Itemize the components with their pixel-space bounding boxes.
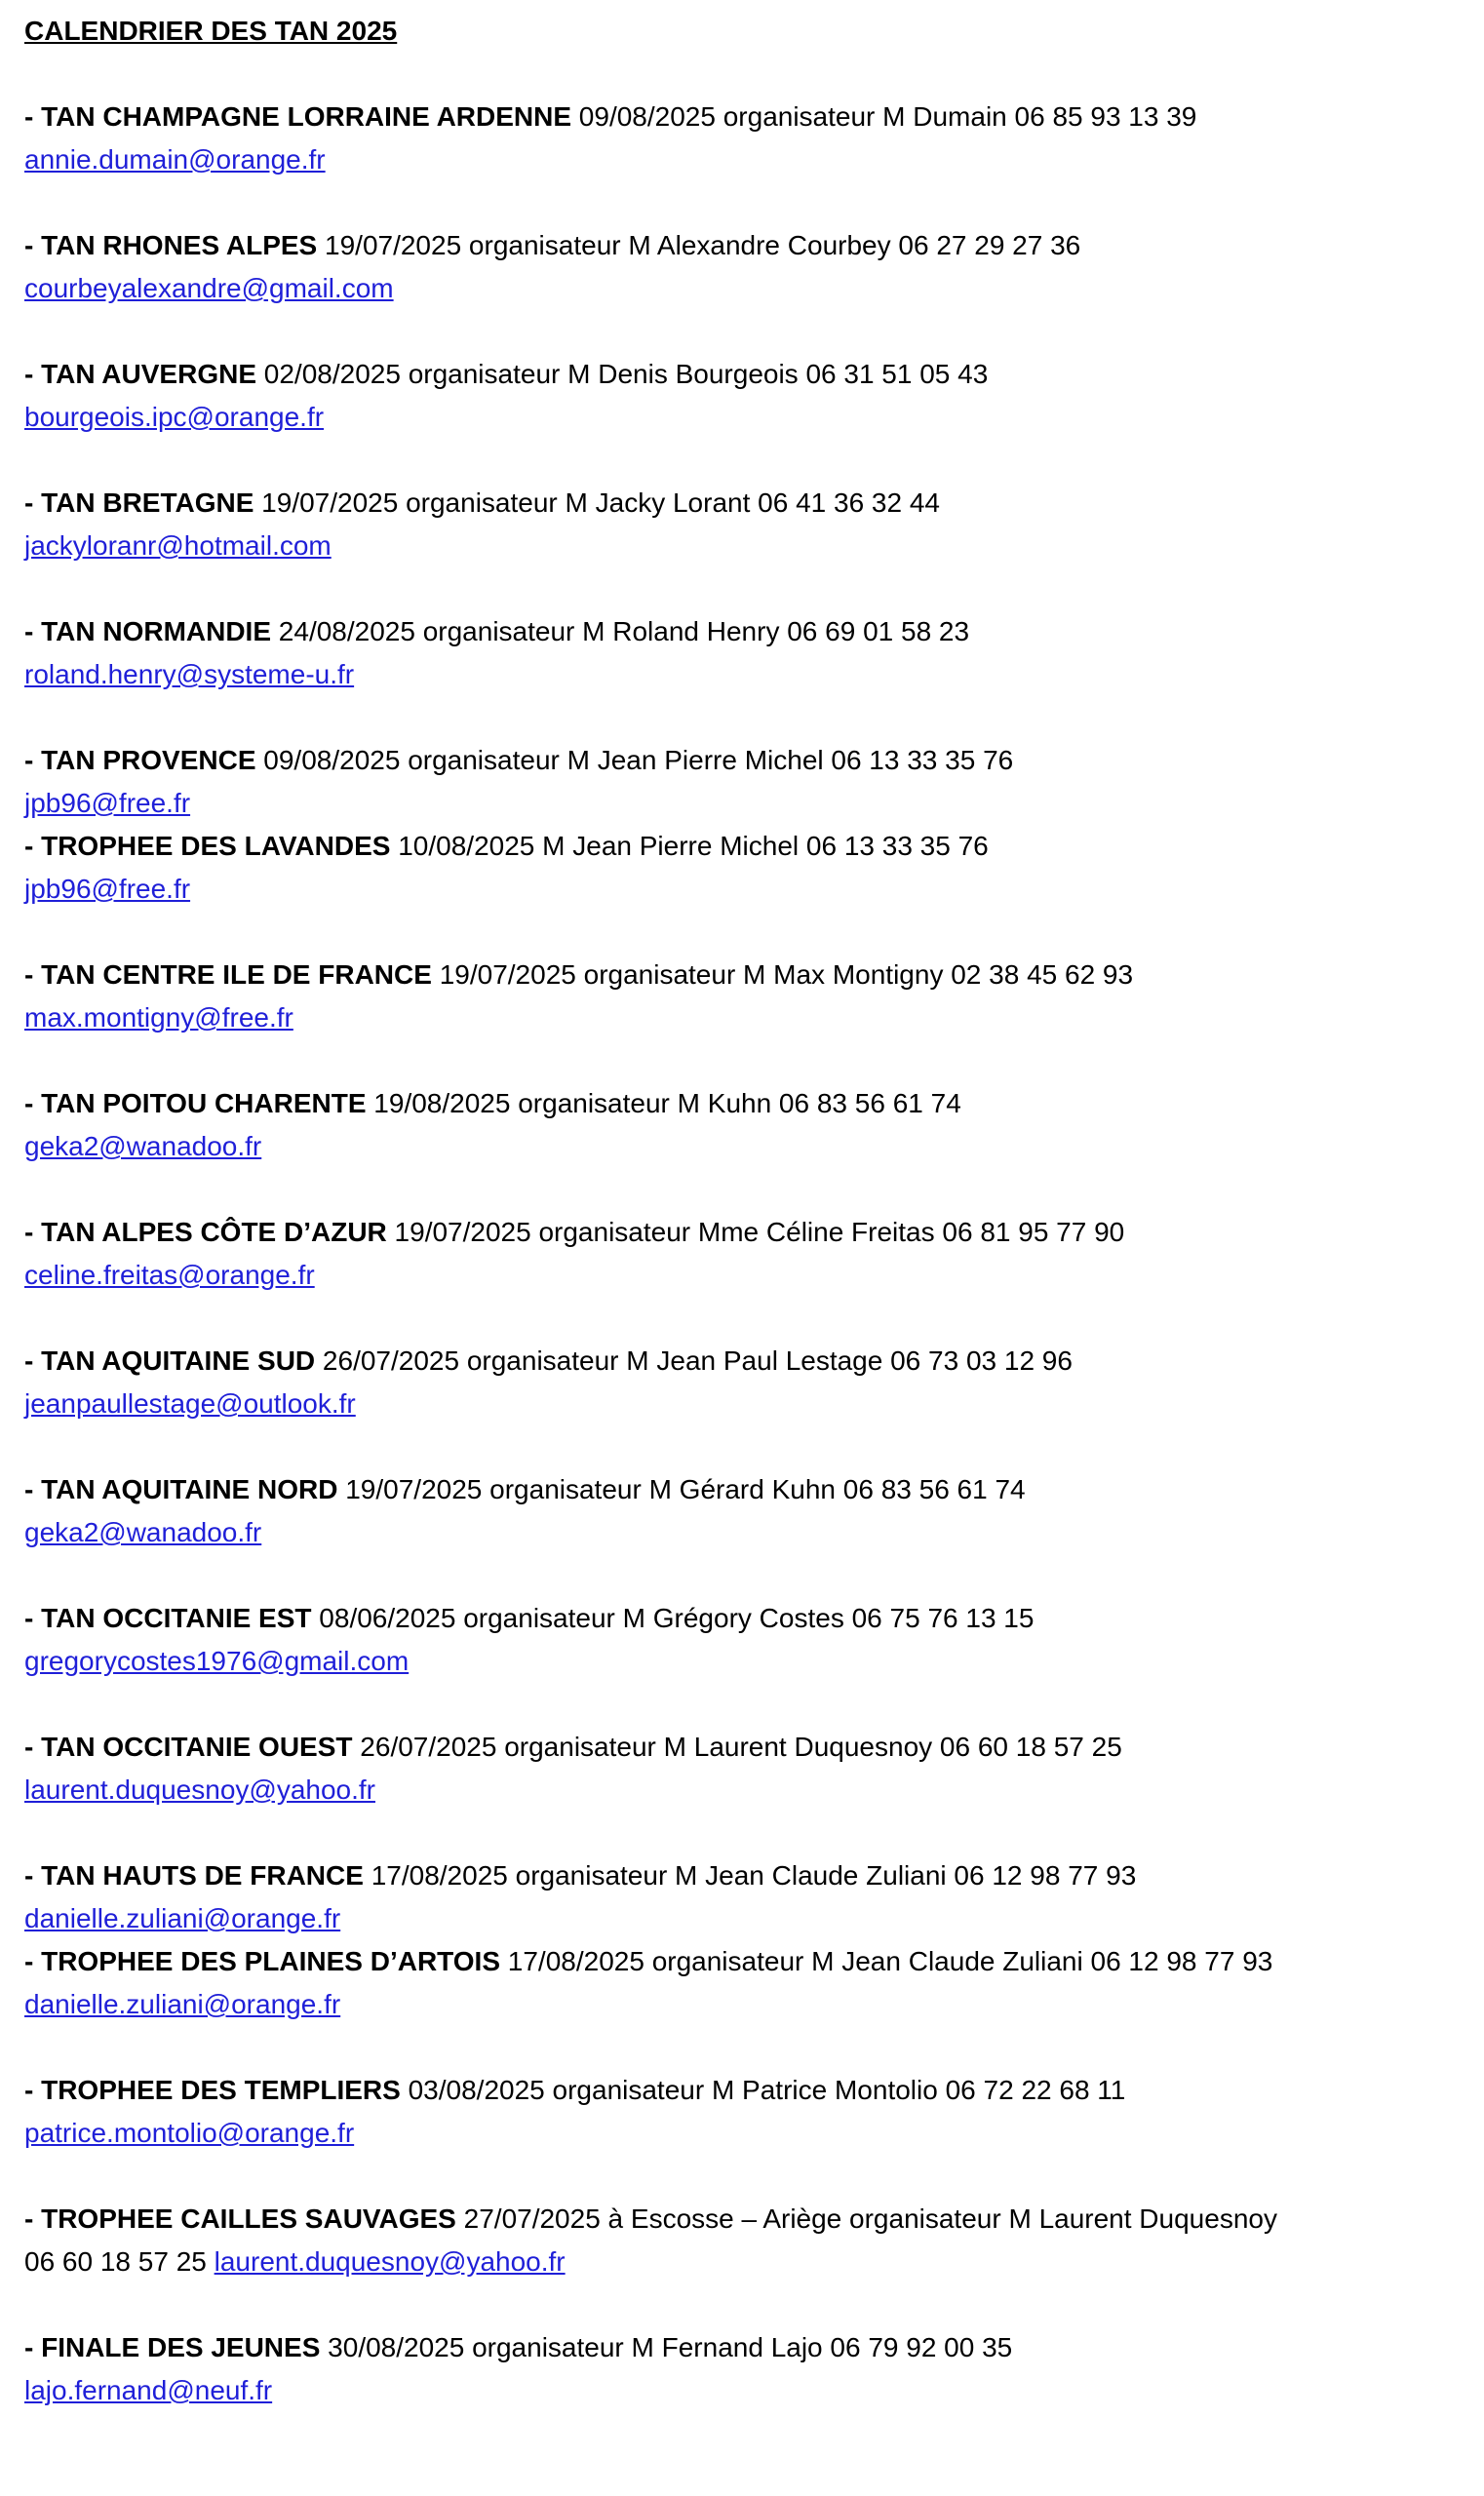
- email-link[interactable]: annie.dumain@orange.fr: [24, 144, 326, 175]
- email-link[interactable]: max.montigny@free.fr: [24, 1002, 293, 1033]
- event-details: 09/08/2025 organisateur M Dumain 06 85 93 13 39: [571, 101, 1197, 132]
- event-name: - TAN AQUITAINE SUD: [24, 1346, 316, 1376]
- email-link[interactable]: roland.henry@systeme-u.fr: [24, 659, 355, 689]
- event-details: 26/07/2025 organisateur M Jean Paul Lestage 06 73 03 12 96: [315, 1346, 1073, 1376]
- event-name: - TAN OCCITANIE EST: [24, 1603, 312, 1633]
- event-details: 26/07/2025 organisateur M Laurent Duquesnoy 06 60 18 57 25: [352, 1732, 1122, 1762]
- entry-header: [24, 1211, 1124, 1254]
- event-name: - TROPHEE DES LAVANDES: [24, 831, 391, 861]
- entry-header: [24, 2069, 1125, 2112]
- event-details: 19/07/2025 organisateur Mme Céline Freitas 06 81 95 77 90: [386, 1217, 1125, 1247]
- entry-email-line: [24, 1511, 261, 1554]
- entry-email-line: [24, 868, 190, 911]
- entry-email-line: [24, 525, 332, 567]
- email-link[interactable]: laurent.duquesnoy@yahoo.fr: [24, 1774, 375, 1805]
- entry-email-line: [24, 396, 324, 439]
- event-details: 03/08/2025 organisateur M Patrice Montolio 06 72 22 68 11: [400, 2075, 1126, 2105]
- email-link[interactable]: jpb96@free.fr: [24, 788, 191, 818]
- entry-header: [24, 954, 1133, 996]
- entry-header: [24, 96, 1196, 138]
- entry-email-line: [24, 653, 354, 696]
- email-link[interactable]: jackyloranr@hotmail.com: [24, 530, 332, 561]
- entry-header: [24, 1597, 1034, 1640]
- event-details: 08/06/2025 organisateur M Grégory Costes 06 75 76 13 15: [311, 1603, 1035, 1633]
- email-link[interactable]: danielle.zuliani@orange.fr: [24, 1989, 341, 2019]
- entry-email-line: [24, 1983, 340, 2026]
- event-details: 19/07/2025 organisateur M Alexandre Courbey 06 27 29 27 36: [317, 230, 1081, 260]
- entry-email-line: [24, 2112, 354, 2155]
- event-details: 17/08/2025 organisateur M Jean Claude Zuliani 06 12 98 77 93: [363, 1860, 1137, 1891]
- email-link[interactable]: courbeyalexandre@gmail.com: [24, 273, 394, 303]
- entry-header: [24, 1082, 961, 1125]
- entry-header: [24, 224, 1080, 267]
- event-details: 02/08/2025 organisateur M Denis Bourgeois 06 31 51 05 43: [256, 359, 989, 389]
- entry-header: [24, 1854, 1136, 1897]
- event-details: 30/08/2025 organisateur M Fernand Lajo 06 79 92 00 35: [320, 2332, 1013, 2362]
- entry-header: [24, 2326, 1012, 2369]
- event-name: - TAN OCCITANIE OUEST: [24, 1732, 353, 1762]
- entry-header: [24, 482, 940, 525]
- email-link[interactable]: danielle.zuliani@orange.fr: [24, 1903, 341, 1933]
- event-name: - TAN BRETAGNE: [24, 488, 254, 518]
- event-name: - TAN NORMANDIE: [24, 616, 272, 646]
- entry-header: [24, 353, 988, 396]
- entry-email-line: [24, 1769, 375, 1812]
- event-name: - TAN HAUTS DE FRANCE: [24, 1860, 364, 1891]
- entry-header: [24, 610, 969, 653]
- email-link[interactable]: geka2@wanadoo.fr: [24, 1517, 262, 1547]
- entry-header: [24, 825, 989, 868]
- email-link[interactable]: celine.freitas@orange.fr: [24, 1260, 315, 1290]
- event-name: - TAN AQUITAINE NORD: [24, 1474, 338, 1504]
- entry-header: [24, 1726, 1122, 1769]
- entry-email-line: [24, 996, 293, 1039]
- entry-email-line: [24, 267, 394, 310]
- event-details: 19/07/2025 organisateur M Gérard Kuhn 06 83 56 61 74: [337, 1474, 1026, 1504]
- event-name: - TAN CENTRE ILE DE FRANCE: [24, 959, 432, 990]
- email-link[interactable]: geka2@wanadoo.fr: [24, 1131, 262, 1161]
- entry-email-line: [24, 2369, 272, 2412]
- entry-header: [24, 2198, 1277, 2241]
- event-details: 10/08/2025 M Jean Pierre Michel 06 13 33 35 76: [390, 831, 989, 861]
- entry-email-line: [24, 1897, 340, 1940]
- event-name: - FINALE DES JEUNES: [24, 2332, 321, 2362]
- event-details: 17/08/2025 organisateur M Jean Claude Zuliani 06 12 98 77 93: [500, 1946, 1273, 1976]
- entry-email-line: [24, 2241, 566, 2283]
- entry-email-line: [24, 1640, 409, 1683]
- event-details: 27/07/2025 à Escosse – Ariège organisateur M Laurent Duquesnoy: [455, 2204, 1277, 2234]
- entry-email-line: [24, 1125, 261, 1168]
- event-name: - TAN ALPES CÔTE D’AZUR: [24, 1217, 387, 1247]
- email-link[interactable]: bourgeois.ipc@orange.fr: [24, 402, 325, 432]
- email-link[interactable]: jeanpaullestage@outlook.fr: [24, 1388, 356, 1419]
- email-link[interactable]: patrice.montolio@orange.fr: [24, 2118, 355, 2148]
- entry-email-line: [24, 1383, 356, 1425]
- event-name: - TROPHEE DES PLAINES D’ARTOIS: [24, 1946, 500, 1976]
- event-name: - TROPHEE DES TEMPLIERS: [24, 2075, 401, 2105]
- event-details: 24/08/2025 organisateur M Roland Henry 06 69 01 58 23: [271, 616, 970, 646]
- phone-number: 06 60 18 57 25: [24, 2246, 215, 2277]
- event-name: - TAN CHAMPAGNE LORRAINE ARDENNE: [24, 101, 572, 132]
- email-link[interactable]: jpb96@free.fr: [24, 874, 191, 904]
- entry-header: [24, 1468, 1026, 1511]
- entry-header: [24, 739, 1013, 782]
- entry-header: [24, 1940, 1272, 1983]
- event-name: - TAN AUVERGNE: [24, 359, 256, 389]
- event-details: 09/08/2025 organisateur M Jean Pierre Michel 06 13 33 35 76: [255, 745, 1014, 775]
- email-link[interactable]: gregorycostes1976@gmail.com: [24, 1646, 410, 1676]
- event-name: - TAN PROVENCE: [24, 745, 256, 775]
- entry-email-line: [24, 138, 326, 181]
- entry-email-line: [24, 1254, 315, 1297]
- email-link[interactable]: lajo.fernand@neuf.fr: [24, 2375, 273, 2405]
- page-title: CALENDRIER DES TAN 2025: [24, 16, 398, 46]
- event-details: 19/07/2025 organisateur M Max Montigny 02 38 45 62 93: [431, 959, 1134, 990]
- event-details: 19/08/2025 organisateur M Kuhn 06 83 56 61 74: [366, 1088, 961, 1118]
- entry-header: [24, 1340, 1073, 1383]
- email-link[interactable]: laurent.duquesnoy@yahoo.fr: [214, 2246, 566, 2277]
- entry-email-line: [24, 782, 190, 825]
- event-name: - TAN RHONES ALPES: [24, 230, 318, 260]
- event-name: - TAN POITOU CHARENTE: [24, 1088, 367, 1118]
- event-details: 19/07/2025 organisateur M Jacky Lorant 06 41 36 32 44: [254, 488, 940, 518]
- event-name: - TROPHEE CAILLES SAUVAGES: [24, 2204, 456, 2234]
